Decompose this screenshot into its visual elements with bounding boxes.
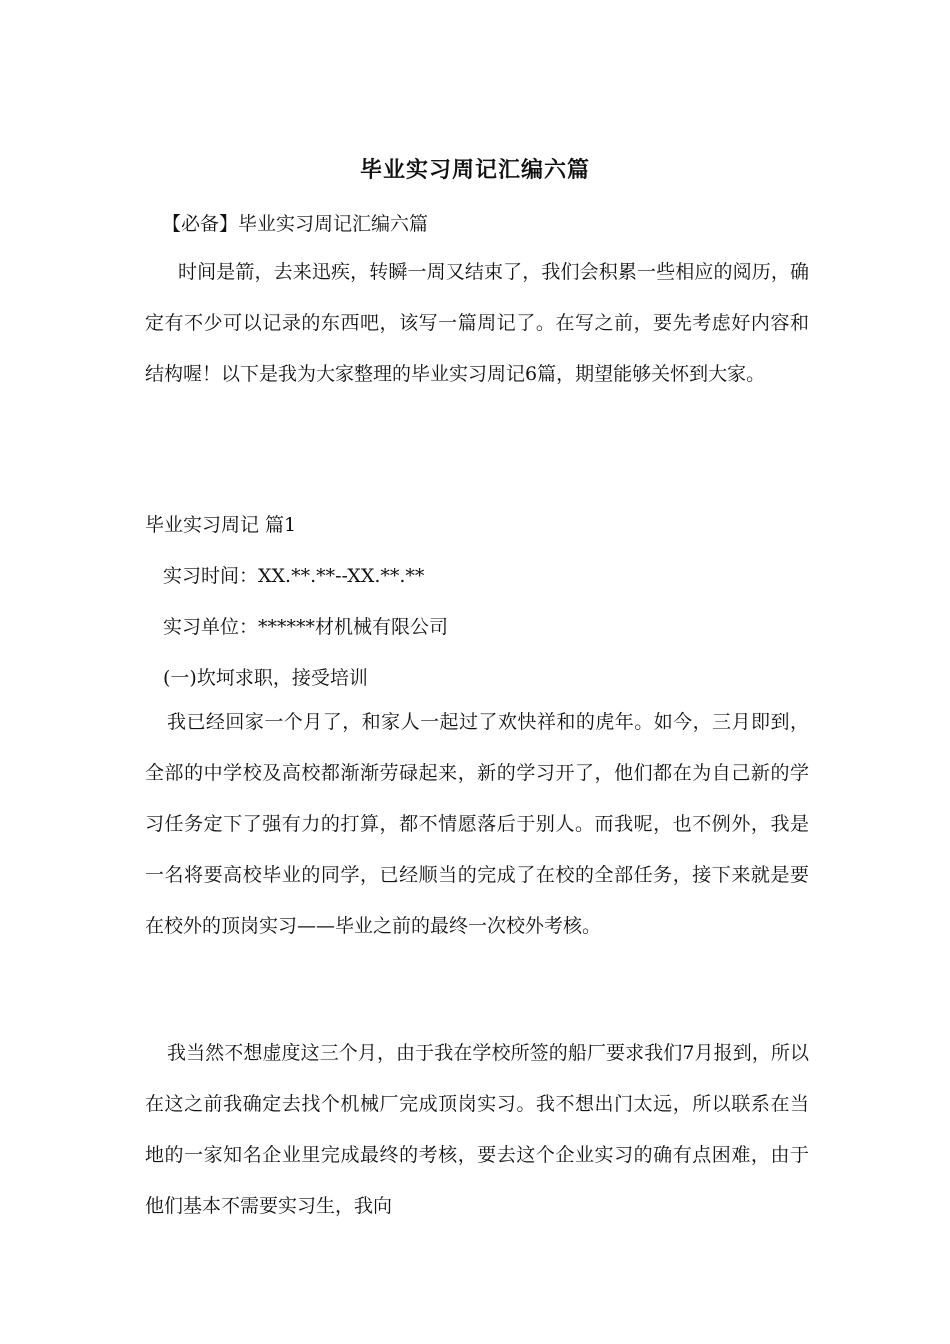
document-title: 毕业实习周记汇编六篇: [359, 157, 590, 183]
internship-time: 实习时间：XX.**.**--XX.**.**: [163, 565, 425, 587]
body-paragraph-1: 我已经回家一个月了，和家人一起过了欢快祥和的虎年。如今，三月即到，全部的中学校及高校都渐渐劳碌起来，新的学习开了，他们都在为自己新的学习任务定下了强有力的打算，都不情愿落后于别人。而我呢，也不例外，我是一名将要高校毕业的同学，已经顺当的完成了在校的全部任务，接下来就是要在校外的顶岗实习——毕业之前的最终一次校外考核。: [145, 711, 809, 937]
intro-paragraph: 时间是箭，去来迅疾，转瞬一周又结束了，我们会积累一些相应的阅历，确定有不少可以记录的东西吧，该写一篇周记了。在写之前，要先考虑好内容和结构喔！以下是我为大家整理的毕业实习周记6篇，期望能够关怀到大家。: [145, 261, 809, 385]
section-heading: 毕业实习周记 篇1: [145, 514, 297, 536]
subheading: (一)坎坷求职，接受培训: [163, 667, 368, 689]
internship-unit: 实习单位：******材机械有限公司: [163, 616, 449, 638]
document-subtitle: 【必备】毕业实习周记汇编六篇: [162, 213, 429, 235]
body-paragraph-2: 我当然不想虚度这三个月，由于我在学校所签的船厂要求我们7月报到，所以在这之前我确定去找个机械厂完成顶岗实习。我不想出门太远，所以联系在当地的一家知名企业里完成最终的考核，要去这个企业实习的确有点困难，由于他们基本不需要实习生，我向: [145, 1042, 809, 1217]
